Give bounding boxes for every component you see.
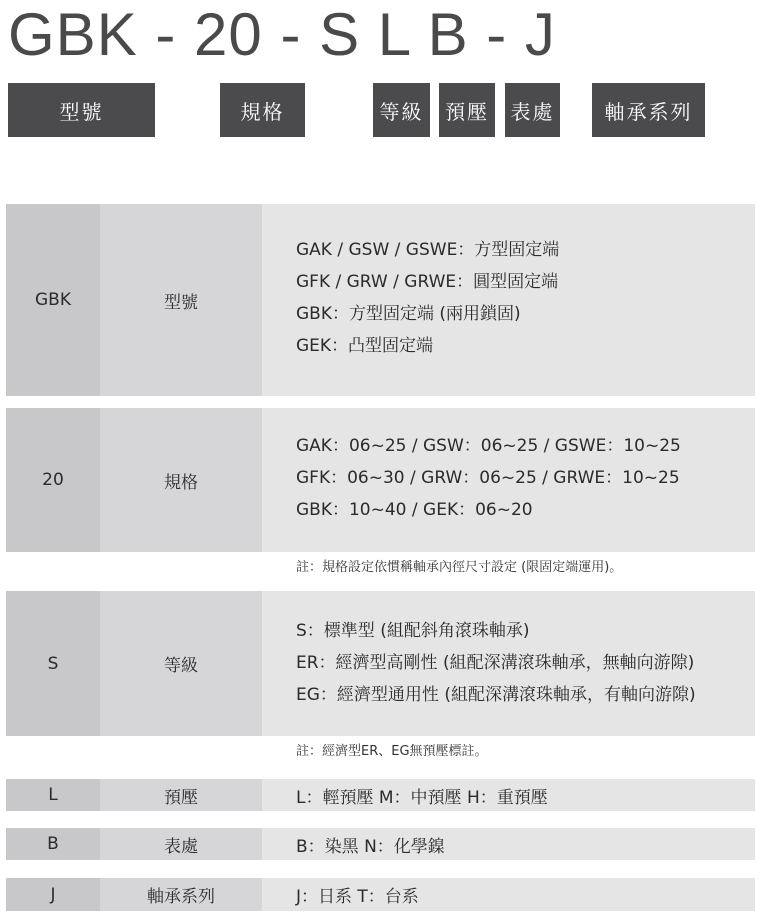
desc-line: B：染黑 N：化學鎳 xyxy=(296,836,445,857)
desc-line: GFK：06~30 / GRW：06~25 / GRWE：10~25 xyxy=(296,468,680,488)
grade-note: 註：經濟型ER、EG無預壓標註。 xyxy=(296,744,488,759)
row-surface-desc xyxy=(262,828,755,860)
desc-line: GAK：06~25 / GSW：06~25 / GSWE：10~25 xyxy=(296,436,681,456)
label-size: 規格 xyxy=(220,83,305,137)
row-preload xyxy=(6,779,755,811)
row-grade-code: S xyxy=(6,591,100,736)
label-grade: 等級 xyxy=(373,83,430,137)
label-bearing: 軸承系列 xyxy=(592,83,705,137)
row-bearing-code: J xyxy=(6,878,100,911)
row-size-code: 20 xyxy=(6,408,100,552)
desc-line: GEK：凸型固定端 xyxy=(296,336,434,356)
desc-line: S：標準型 (組配斜角滾珠軸承) xyxy=(296,621,530,641)
row-size xyxy=(6,408,755,552)
model-code-title: GBK - 20 - S L B - J xyxy=(8,1,556,68)
row-size-name: 規格 xyxy=(100,408,262,552)
label-surface: 表處 xyxy=(505,83,560,137)
row-bearing-name: 軸承系列 xyxy=(100,878,262,911)
row-preload-name: 預壓 xyxy=(100,779,262,811)
row-bearing xyxy=(6,878,755,911)
desc-line: GBK：方型固定端 (兩用鎖固) xyxy=(296,304,521,324)
row-grade-desc xyxy=(262,591,755,736)
row-preload-code: L xyxy=(6,779,100,811)
row-surface-name: 表處 xyxy=(100,828,262,860)
row-grade xyxy=(6,591,755,736)
desc-line: J：日系 T：台系 xyxy=(296,887,419,907)
row-size-desc xyxy=(262,408,755,552)
row-grade-name: 等級 xyxy=(100,591,262,736)
row-surface xyxy=(6,828,755,860)
size-note: 註：規格設定依慣稱軸承內徑尺寸設定 (限固定端運用)。 xyxy=(296,560,623,575)
desc-line: ER：經濟型高剛性 (組配深溝滾珠軸承，無軸向游隙) xyxy=(296,653,695,673)
desc-line: EG：經濟型通用性 (組配深溝滾珠軸承，有軸向游隙) xyxy=(296,685,696,705)
label-preload: 預壓 xyxy=(439,83,495,137)
desc-line: GFK / GRW / GRWE：圓型固定端 xyxy=(296,272,559,292)
row-bearing-desc xyxy=(262,878,755,911)
row-model xyxy=(6,204,755,396)
row-model-desc xyxy=(262,204,755,396)
row-model-code: GBK xyxy=(6,204,100,396)
row-model-name: 型號 xyxy=(100,204,262,396)
desc-line: L：輕預壓 M：中預壓 H：重預壓 xyxy=(296,787,548,808)
desc-line: GBK：10~40 / GEK：06~20 xyxy=(296,500,533,520)
desc-line: GAK / GSW / GSWE：方型固定端 xyxy=(296,240,560,260)
row-preload-desc xyxy=(262,779,755,811)
row-surface-code: B xyxy=(6,828,100,860)
label-model: 型號 xyxy=(8,83,155,137)
